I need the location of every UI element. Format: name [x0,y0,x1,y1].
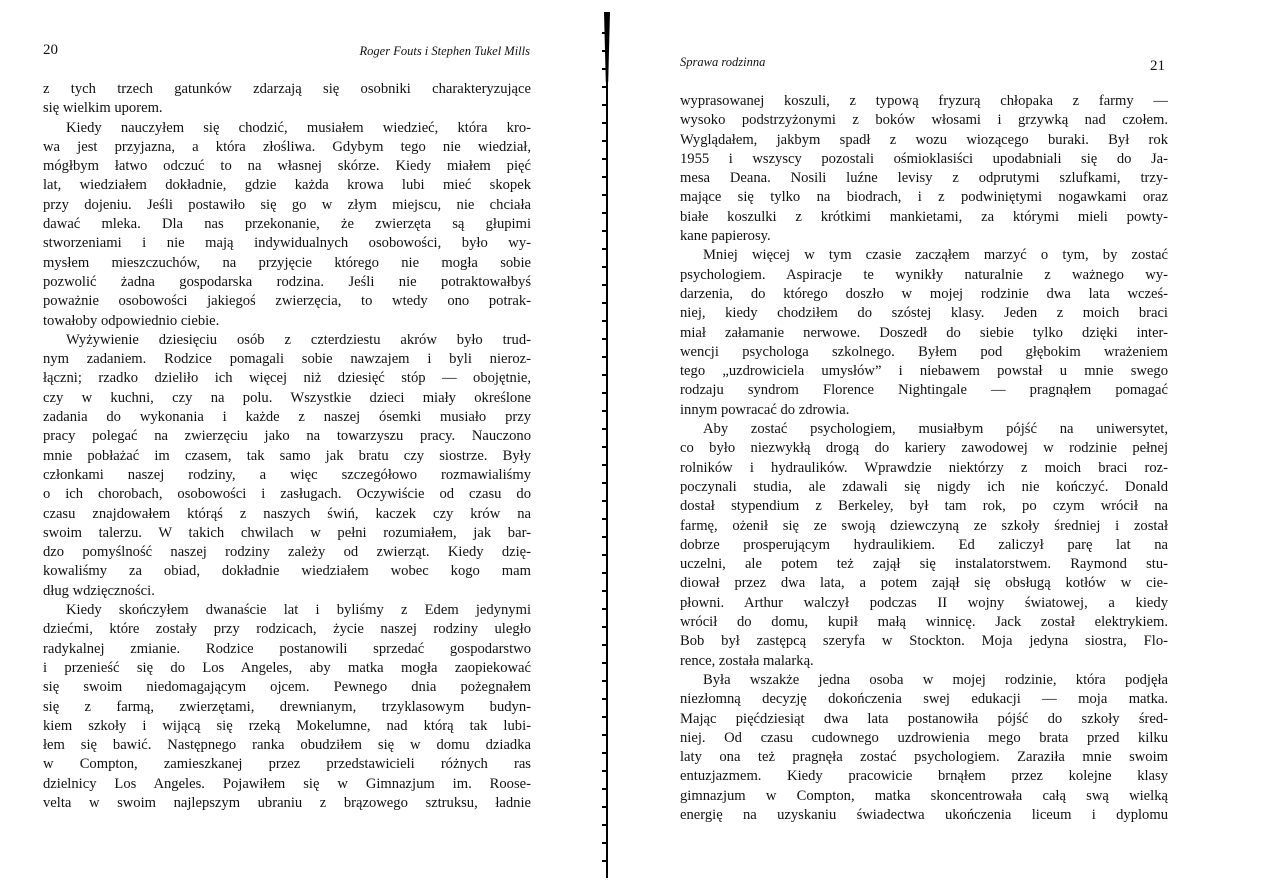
text-line: mysłem mieszczuchów, na przyjęcie którego nie mogła sobie [43,254,531,271]
text-line: energię na uzyskaniu świadectwa ukończenia liceum i dyplomu [680,806,1168,823]
text-line: płowni. Arthur walczył podczas II wojny światowej, a kiedy [680,594,1168,611]
spine-tick [602,320,606,322]
text-line: diował przez dwa lata, a potem zajął się obsługą kotłów w cie- [680,575,1168,592]
text-line: innym powracać do zdrowia. [680,401,850,418]
text-line: miał załamanie nerwowe. Doszedł do siebie tylko dzięki inter- [680,324,1168,341]
text-line: wyprasowanej koszuli, z typową fryzurą chłopaka z farmy — [680,93,1168,109]
page-number: 20 [43,42,58,58]
spine-tick [602,518,606,520]
spine-tick [602,212,606,214]
running-head: Sprawa rodzinna [680,55,766,69]
spine-tick [602,50,606,52]
text-column [680,92,1168,825]
text-line: entuzjazmem. Kiedy pracowicie brnąłem przez kolejne klasy [680,768,1168,785]
text-line: psychologiem. Aspiracje te wynikły naturalnie z ważnego wy- [680,266,1168,283]
text-line: przy dojeniu. Jeśli postawiło się go w złym miejscu, nie chciała [43,196,531,213]
text-line: w Compton, zamieszkanej przez przedstawicieli różnych ras [43,756,531,773]
spine-tick [602,428,606,430]
spine-tick [602,266,606,268]
spine-tick [602,824,606,826]
text-line: dzielnicy Los Angeles. Pojawiłem się w Gimnazjum im. Roose- [43,775,531,792]
text-line: z tych trzech gatunków zdarzają się osobniki charakteryzujące [43,81,531,97]
text-line: o ich chorobach, osobowości i zasługach. Oczywiście od czasu do [43,486,531,503]
spine-tick [602,374,606,376]
text-line: pozwolić żadna gospodarska rodzina. Jeśli nie potraktowałbyś [43,273,531,290]
spine-tick [602,446,606,448]
spine-tick [602,104,606,106]
spine-tick [602,572,606,574]
text-line: białe koszulki z krótkimi mankietami, za którymi mieli powty- [680,208,1168,225]
text-line: kane papierosy. [680,228,771,245]
text-line: kowaliśmy za obiad, dokładnie wiedziałem wobec kogo mam [43,563,531,580]
text-line: mnie pobłażać im czasem, tak samo jak bratu czy siostrze. Były [43,447,531,464]
text-line: Wyżywienie dziesięciu osób z czterdziestu akrów było trud- [66,331,531,348]
text-line: towałoby odpowiednio ciebie. [43,312,220,329]
text-line: Bob był zastępcą szeryfa w Stockton. Moja jedyna siostra, Flo- [680,633,1168,650]
left-page [0,0,600,894]
spine-tick [602,662,606,664]
text-line: wysoko podstrzyżonymi z boków włosami i grzywką nad czołem. [680,112,1168,129]
text-line: farmę, ożenił się ze swoją dziewczyną ze szkoły średniej i został [680,517,1168,534]
text-line: niej. Od czasu cudownego uzdrowienia mego brata przed kilku [680,729,1168,746]
text-line: się z farmą, zwierzętami, drewnianym, trzyklasowym budyn- [43,698,531,715]
text-line: czy w kuchni, czy na polu. Wszystkie dzieci miały określone [43,389,531,406]
text-line: gimnazjum w Compton, matka skoncentrowała całą swą wielką [680,787,1168,804]
spine-tick [602,788,606,790]
spine-tick [602,716,606,718]
text-line: się swoim niedomagającym ojcem. Pewnego dnia pożegnałem [43,679,531,696]
text-line: łączni; rzadko dzieliło ich więcej niż dziesięć stóp — obojętnie, [43,370,531,387]
spine-tick [602,392,606,394]
text-line: wencji psychologa szkolnego. Byłem pod głębokim wrażeniem [680,343,1168,360]
spine-tick [602,32,606,34]
text-line: pracy polegać na zwierzęciu jako na towarzyszu pracy. Nauczono [43,428,531,445]
text-line: Aby zostać psychologiem, musiałbym pójść na uniwersytet, [703,421,1168,438]
spine-tick [602,590,606,592]
spine-tick [602,734,606,736]
text-line: Mniej więcej w tym czasie zacząłem marzyć o tym, by zostać [703,247,1168,264]
spine-tick [602,248,606,250]
spine-tick [602,608,606,610]
spine-tick [602,770,606,772]
text-line: lat, wiedziałem dokładnie, gdzie każda krowa lubi mieć skopek [43,177,531,194]
spine-tick [602,626,606,628]
text-line: poważnie osobowości jakiegoś zwierzęcia, to wtedy ono potrak- [43,293,531,310]
text-line: Wyglądałem, jakbym spadł z wozu wiozącego buraki. Był rok [680,131,1168,148]
spine-tick [602,680,606,682]
text-line: kiem szkoły i wijącą się rzeką Mokelumne, nad którą tak lubi- [43,717,531,734]
text-line: łem się bawić. Następnego ranka obudziłem się w domu dziadka [43,737,531,754]
text-line: niej, kiedy chodziłem do szóstej klasy. Jeden z moich braci [680,305,1168,322]
spine-tick [602,806,606,808]
text-line: czasu znajdowałem którąś z naszych świń, kaczek czy krów na [43,505,531,522]
text-line: rolników i hydraulików. Wprawdzie niektórzy z moich braci roz- [680,459,1168,476]
spine-tick [602,158,606,160]
text-line: Kiedy skończyłem dwanaście lat i byliśmy z Edem jedynymi [66,602,531,619]
text-line: wrócił do domu, kupił małą winnicę. Jack został elektrykiem. [680,614,1168,631]
right-page [615,0,1262,894]
spine-tick [602,302,606,304]
spine-tick [602,140,606,142]
text-line: poczynali studia, ale zdawali się nigdy ich nie kończyć. Donald [680,478,1168,495]
text-line: dawać mleka. Dla nas przekonanie, że zwierzęta są głupimi [43,216,531,233]
text-line: się wielkim uporem. [43,100,163,117]
spine-tick [602,410,606,412]
spine-tick [602,482,606,484]
text-line: darzenia, do którego doszło w mojej rodzinie dwa lata wcześ- [680,285,1168,302]
text-line: radykalnej zmianie. Rodzice postanowili sprzedać gospodarstwo [43,640,531,657]
spine-tick [602,356,606,358]
running-head: Roger Fouts i Stephen Tukel Mills [359,44,530,58]
spine-tick [602,464,606,466]
spine-tick [602,86,606,88]
text-line: velta w swoim najlepszym ubraniu z brązowego sztruksu, ładnie [43,794,531,811]
text-line: co było niezwykłą drogą do kariery zawodowej w rodzinie pełnej [680,440,1168,457]
text-line: 1955 i wszyscy pozostali ośmioklasiści upodabniali się do Ja- [680,150,1168,167]
spine-tick [602,536,606,538]
spine-tick [602,194,606,196]
text-line: laty ona też pragnęła zostać psychologiem. Zaraziła mnie swoim [680,749,1168,766]
spine-tick [602,338,606,340]
text-line: tego „uzdrowiciela umysłów” i niebawem powstał u mnie swego [680,363,1168,380]
text-line: rence, została malarką. [680,652,814,669]
book-spine [604,12,609,878]
page-number: 21 [1150,58,1165,74]
text-line: mające się tylko na biodrach, i z podwiniętymi nogawkami oraz [680,189,1168,206]
text-line: i przenieść się do Los Angeles, aby matka mogła zaopiekować [43,659,531,676]
text-line: mesa Deana. Nosili luźne levisy z odprutymi szlufkami, trzy- [680,170,1168,187]
text-line: mógłbym łatwo odczuć to na własnej skórze. Kiedy miałem pięć [43,158,531,175]
text-line: członkami naszej rodziny, a więc szczegółowo rozmawialiśmy [43,466,531,483]
text-line: Mając pięćdziesiąt dwa lata postanowiła pójść do szkoły śred- [680,710,1168,727]
spine-tick [602,68,606,70]
text-line: wa jest przyjazna, a która złośliwa. Gdybym tego nie wiedział, [43,138,531,155]
spine-tick [602,554,606,556]
text-line: Kiedy nauczyłem się chodzić, musiałem wiedzieć, która kro- [66,119,531,136]
spine-tick [602,860,606,862]
text-line: Była wszakże jedna osoba w mojej rodzinie, która podjęła [703,671,1168,688]
text-line: dostał stypendium z Berkeley, był tam rok, po czym wrócił na [680,498,1168,515]
text-line: zadania do wykonania i każde z naszej ósemki musiało przy [43,409,531,426]
text-line: rodzaju syndrom Florence Nightingale — pragnąłem pomagać [680,382,1168,399]
text-line: dzo pomyślność naszej rodziny zależy od zwierząt. Kiedy dzię- [43,544,531,561]
text-line: nym zadaniem. Rodzice pomagali sobie nawzajem i byli nieroz- [43,351,531,368]
spine-tick [602,284,606,286]
text-line: dług wdzięczności. [43,582,155,599]
spine-tick [602,230,606,232]
spine-tick [602,122,606,124]
text-line: swoim talerzu. W takich chwilach w pełni rozumiałem, jak bar- [43,524,531,541]
spine-line [606,12,608,878]
spine-tick [602,176,606,178]
text-line: dziećmi, które zostały przy rodzicach, życie naszej rodziny uległo [43,621,531,638]
spine-tick [602,644,606,646]
text-column [43,80,531,813]
spine-tick [602,698,606,700]
spine-tick [602,752,606,754]
text-line: niezłomną decyzję dokończenia swej edukacji — moja matka. [680,691,1168,708]
text-line: stworzeniami i nie mają indywidualnych osobowości, było wy- [43,235,531,252]
spine-tick [602,842,606,844]
text-line: uczelni, ale potem też zajął się instalatorstwem. Raymond stu- [680,556,1168,573]
text-line: dobrze prosperującym hydraulikiem. Ed zaliczył parę lat na [680,536,1168,553]
spine-tick [602,500,606,502]
